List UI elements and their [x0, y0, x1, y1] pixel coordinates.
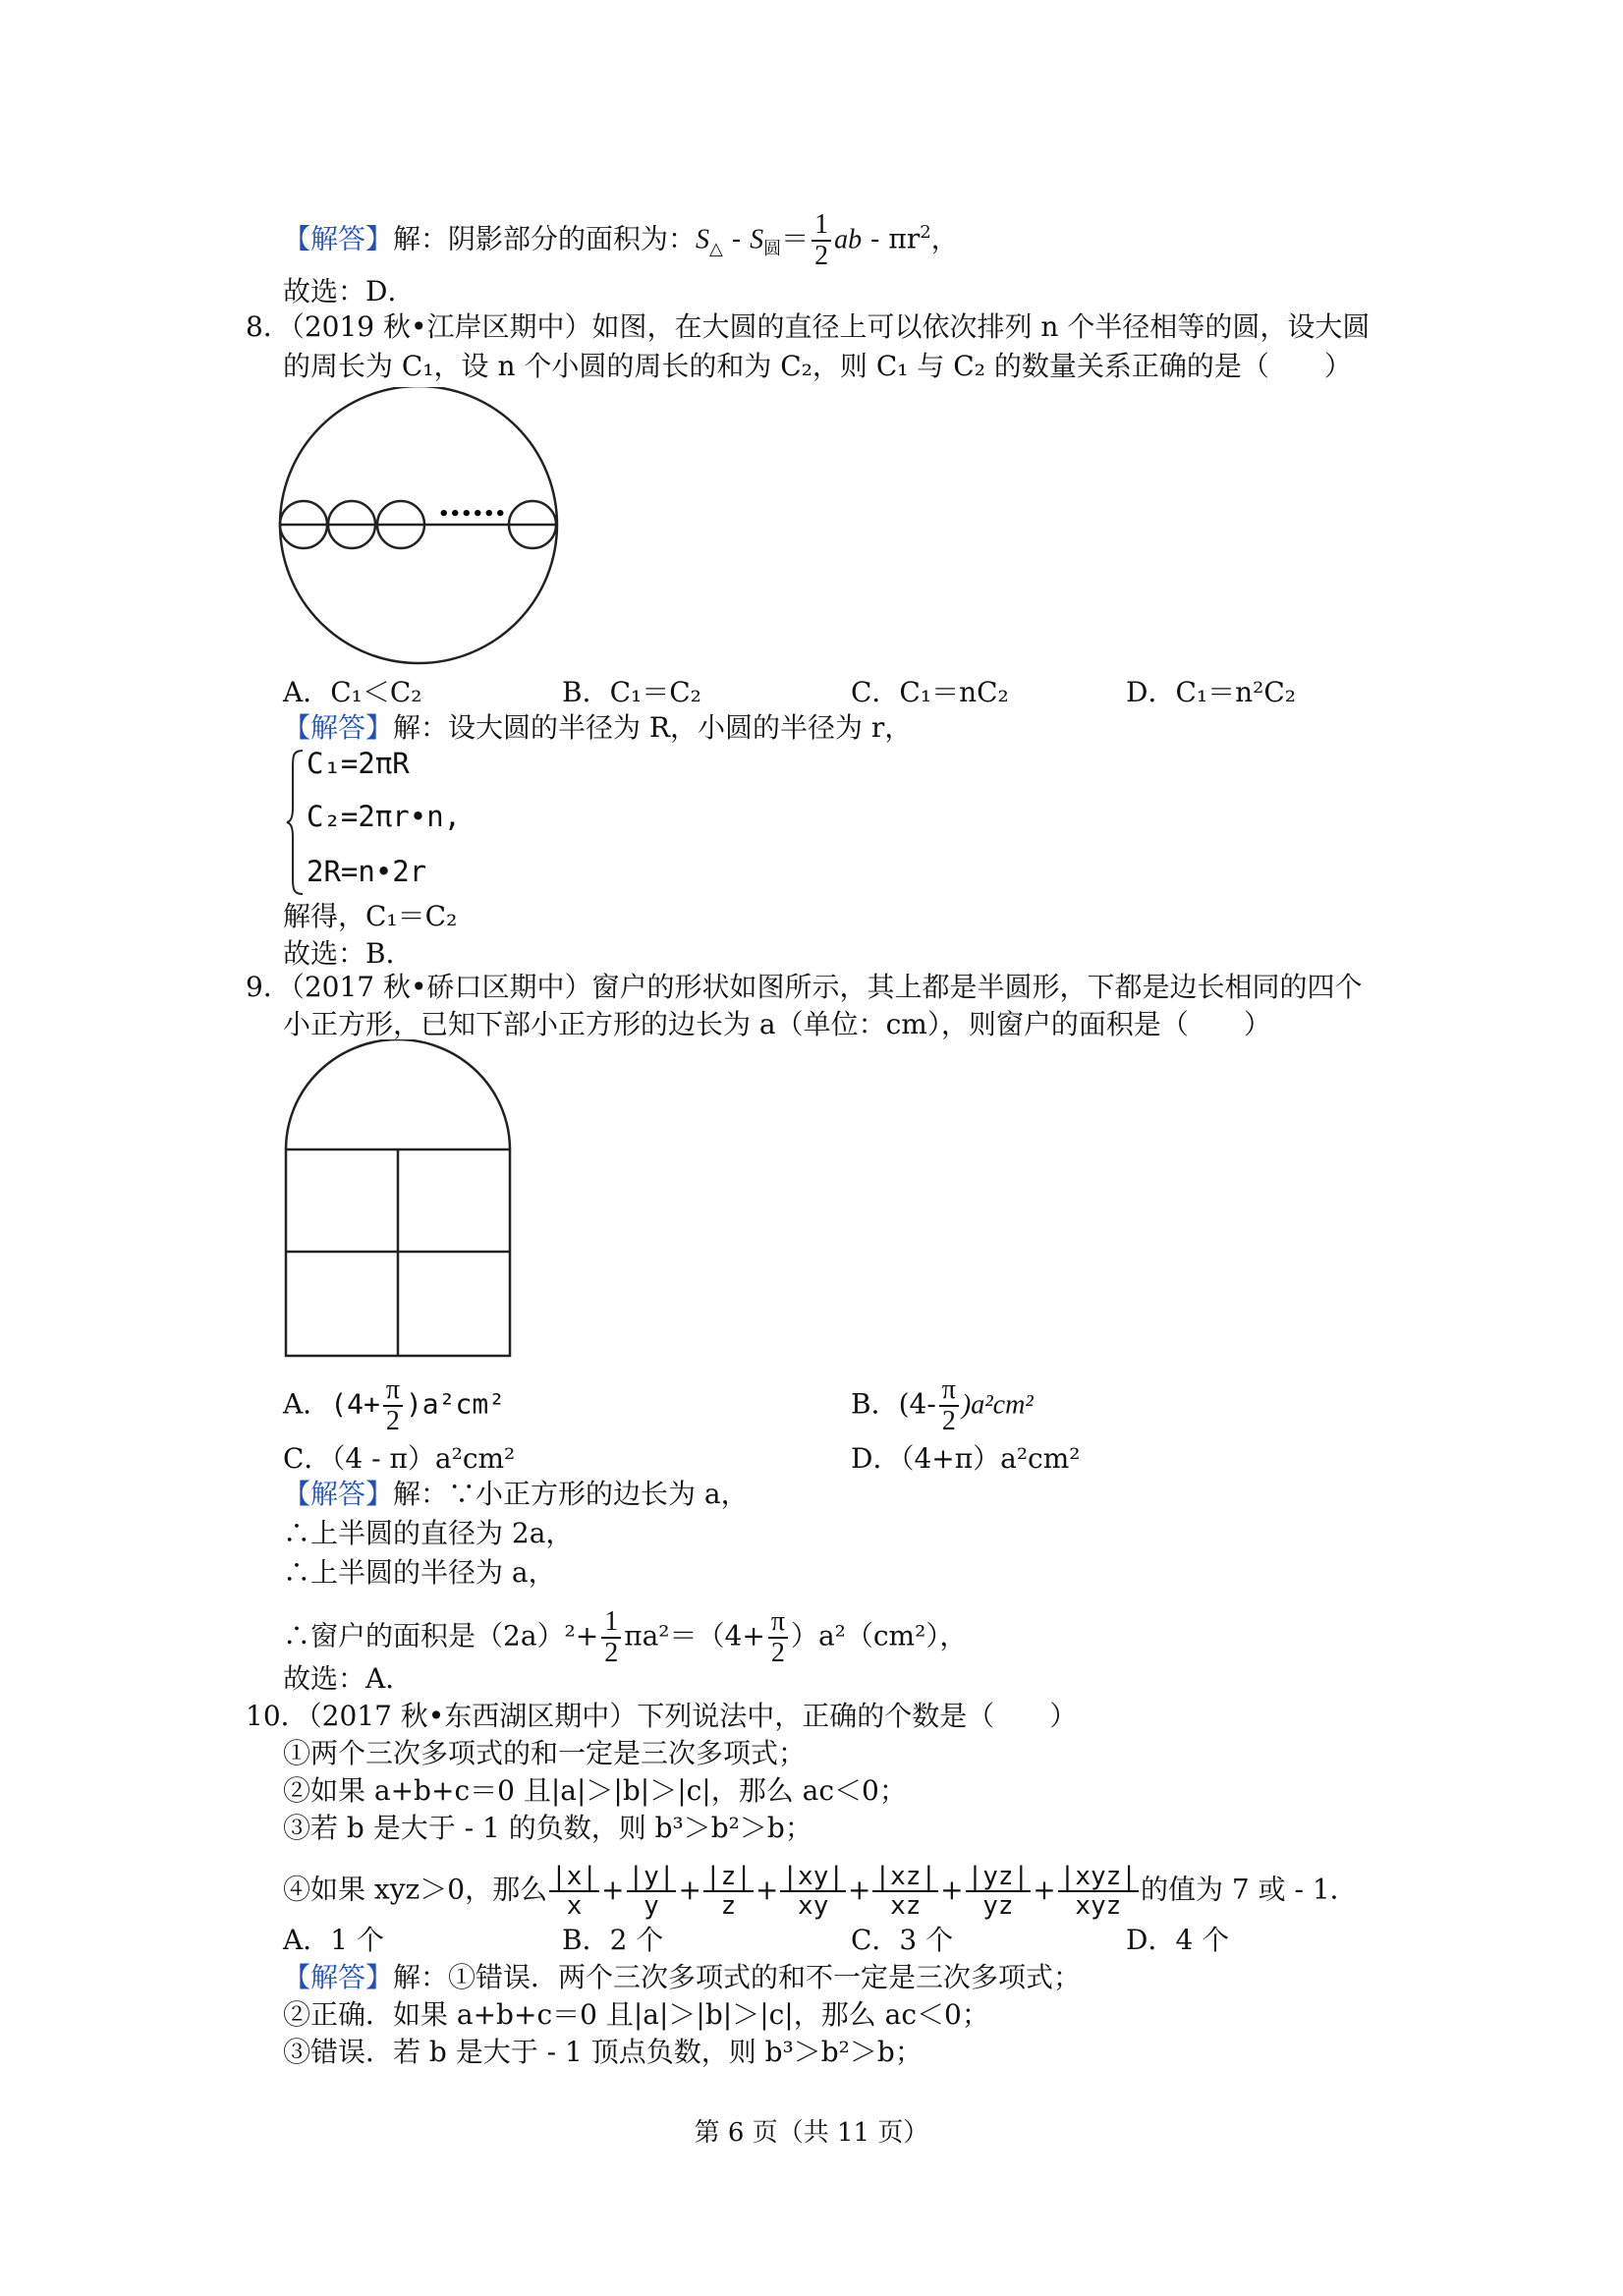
frac-denominator: 2 [604, 1638, 619, 1668]
frac-numerator: |z| [704, 1862, 752, 1891]
ab-term: ab [834, 224, 863, 255]
option-a-prefix: (4+ [330, 1387, 380, 1421]
frac-numerator: 1 [601, 1607, 621, 1639]
q10-answer-2: ②正确．如果 a+b+c＝0 且|a|＞|b|＞|c|，那么 ac＜0； [283, 1998, 989, 2031]
plus-sign: + [1033, 1873, 1056, 1906]
q9-step2: ∴上半圆的半径为 a， [283, 1556, 556, 1589]
system-brace [285, 749, 307, 896]
q8-stem-line1: 8．（2019 秋•江岸区期中）如图，在大圆的直径上可以依次排列 n 个半径相等的圆，设大圆 [246, 310, 1371, 343]
frac-numerator: π [383, 1375, 403, 1407]
s-circle: S [750, 224, 764, 255]
sub-circle: 圆 [763, 239, 782, 260]
plus-sign: + [848, 1873, 871, 1906]
q9-step1: ∴上半圆的直径为 2a， [283, 1517, 574, 1549]
window-figure [283, 1039, 519, 1360]
q9-option-b [851, 1375, 1034, 1436]
s-triangle: S [696, 224, 710, 255]
frac-numerator: |y| [628, 1862, 675, 1891]
q10-statement-2: ②如果 a+b+c＝0 且|a|＞|b|＞|c|，那么 ac＜0； [283, 1774, 907, 1807]
abs-fraction-sum [547, 1862, 1141, 1921]
system-eq-3: 2R=n•2r [307, 855, 427, 888]
step3-middle: πa²＝（4+ [624, 1619, 765, 1652]
q8-solve: 解得，C₁＝C₂ [283, 900, 458, 932]
frac-denominator: 2 [814, 241, 829, 271]
q9-stem-line1: 9．（2017 秋•硚口区期中）窗户的形状如图所示，其上都是半圆形，下都是边长相同的四个 [246, 971, 1363, 1003]
q9-option-c: C．（4 - π）a²cm² [283, 1442, 516, 1475]
minus-sign: - [722, 222, 751, 255]
frac-numerator: |xz| [874, 1862, 937, 1891]
frac-denominator: 2 [941, 1406, 956, 1436]
option-label: A． [283, 1387, 331, 1421]
frac-numerator: 1 [812, 210, 831, 242]
statement4-suffix: 的值为 7 或 - 1． [1140, 1873, 1358, 1906]
answer-tag: 【解答】 [283, 1961, 394, 1993]
plus-sign: + [678, 1873, 701, 1906]
semicircle-top [286, 1039, 510, 1149]
q8-answer-line [283, 709, 912, 747]
page-footer: 第 6 页（共 11 页） [694, 2118, 929, 2148]
step3-suffix: ）a²（cm²）， [790, 1619, 968, 1652]
plus-sign: + [601, 1873, 625, 1906]
q9-choice: 故选：A． [283, 1662, 414, 1695]
frac-numerator: π [939, 1375, 959, 1407]
answer-tag: 【解答】 [283, 1478, 394, 1510]
q7-choice: 故选：D． [283, 275, 416, 308]
abs-fraction [872, 1863, 938, 1920]
q9-step3 [283, 1607, 967, 1668]
abs-fraction [627, 1863, 677, 1920]
exponent: 2 [920, 222, 931, 244]
system-eq-2: C₂=2πr•n, [307, 800, 462, 833]
answer-tag: 【解答】 [283, 222, 394, 255]
option-b-suffix: )a²cm² [961, 1389, 1034, 1421]
q10-statement-3: ③若 b 是大于 - 1 的负数，则 b³＞b²＞b； [283, 1812, 812, 1844]
statement4-prefix: ④如果 xyz＞0，那么 [283, 1873, 548, 1906]
frac-numerator: |x| [551, 1862, 598, 1891]
pi-r-term: - πr [862, 222, 921, 255]
abs-fraction [780, 1863, 846, 1920]
q8-option-b: B．C₁＝C₂ [562, 676, 701, 708]
q10-stem: 10．（2017 秋•东西湖区期中）下列说法中，正确的个数是（ ） [246, 1700, 1078, 1732]
system-eq-1: C₁=2πR [307, 747, 410, 780]
frac-denominator: z [720, 1891, 737, 1921]
sub-triangle: △ [709, 239, 723, 260]
q8-stem-line2: 的周长为 C₁，设 n 个小圆的周长的和为 C₂，则 C₁ 与 C₂ 的数量关系正确的是（ ） [283, 350, 1352, 382]
q8-option-a: A．C₁＜C₂ [283, 676, 422, 708]
equals-sign: ＝ [781, 222, 810, 255]
frac-numerator: π [768, 1607, 788, 1639]
pi-over-2 [383, 1375, 403, 1436]
abs-fraction [966, 1863, 1032, 1920]
q9-option-d: D．（4+π）a²cm² [851, 1442, 1081, 1475]
q7-answer-prefix: 解：阴影部分的面积为： [393, 222, 697, 255]
q8-option-c: C．C₁＝nC₂ [851, 676, 1009, 708]
q10-option-d: D．4 个 [1126, 1924, 1230, 1956]
frac-numerator: |xy| [782, 1862, 845, 1891]
q8-option-d: D．C₁＝n²C₂ [1126, 676, 1297, 708]
frac-denominator: xyz [1075, 1891, 1122, 1921]
comma: ， [930, 222, 959, 255]
abs-fraction [549, 1863, 599, 1920]
abs-fraction [703, 1863, 754, 1920]
q9-stem-line2: 小正方形，已知下部小正方形的边长为 a（单位：cm），则窗户的面积是（ ） [283, 1008, 1271, 1040]
half-fraction [812, 210, 831, 271]
option-a-suffix: )a²cm² [405, 1387, 506, 1421]
option-label: B． [851, 1387, 899, 1421]
q9-option-a [283, 1375, 505, 1436]
q9-answer-line [283, 1476, 749, 1513]
q10-option-c: C．3 个 [851, 1924, 954, 1956]
frac-numerator: |xyz| [1059, 1862, 1137, 1891]
answer-tag: 【解答】 [283, 711, 394, 744]
frac-denominator: x [566, 1891, 583, 1921]
q10-option-a: A．1 个 [283, 1924, 384, 1956]
q8-answer-text: 解：设大圆的半径为 R，小圆的半径为 r， [393, 711, 913, 744]
q10-answer-1: 解：①错误．两个三次多项式的和不一定是三次多项式； [393, 1961, 1082, 1993]
frac-denominator: xy [798, 1891, 829, 1921]
frac-denominator: yz [982, 1891, 1014, 1921]
circles-figure [275, 387, 589, 682]
ellipsis-dots: •••••• [438, 504, 507, 525]
frac-denominator: y [644, 1891, 659, 1921]
pi-over-2 [768, 1607, 788, 1668]
frac-numerator: |yz| [967, 1862, 1030, 1891]
half-fraction [601, 1607, 621, 1668]
abs-fraction [1058, 1863, 1139, 1920]
q7-answer-line [283, 210, 959, 271]
q10-answer-3: ③错误．若 b 是大于 - 1 顶点负数，则 b³＞b²＞b； [283, 2036, 923, 2068]
frac-denominator: xz [890, 1891, 922, 1921]
q10-statement-4 [283, 1863, 1358, 1920]
plus-sign: + [755, 1873, 779, 1906]
q8-choice: 故选：B． [283, 937, 414, 970]
q10-statement-1: ①两个三次多项式的和一定是三次多项式； [283, 1737, 807, 1769]
frac-denominator: 2 [385, 1406, 400, 1436]
q10-option-b: B．2 个 [562, 1924, 664, 1956]
plus-sign: + [940, 1873, 964, 1906]
pi-over-2 [939, 1375, 959, 1436]
q9-answer-text: 解：∵小正方形的边长为 a， [393, 1478, 749, 1510]
step3-prefix: ∴窗户的面积是（2a）²+ [283, 1619, 599, 1652]
frac-denominator: 2 [770, 1638, 785, 1668]
q10-answer-line [283, 1959, 1081, 1996]
option-b-prefix: (4- [898, 1387, 936, 1421]
